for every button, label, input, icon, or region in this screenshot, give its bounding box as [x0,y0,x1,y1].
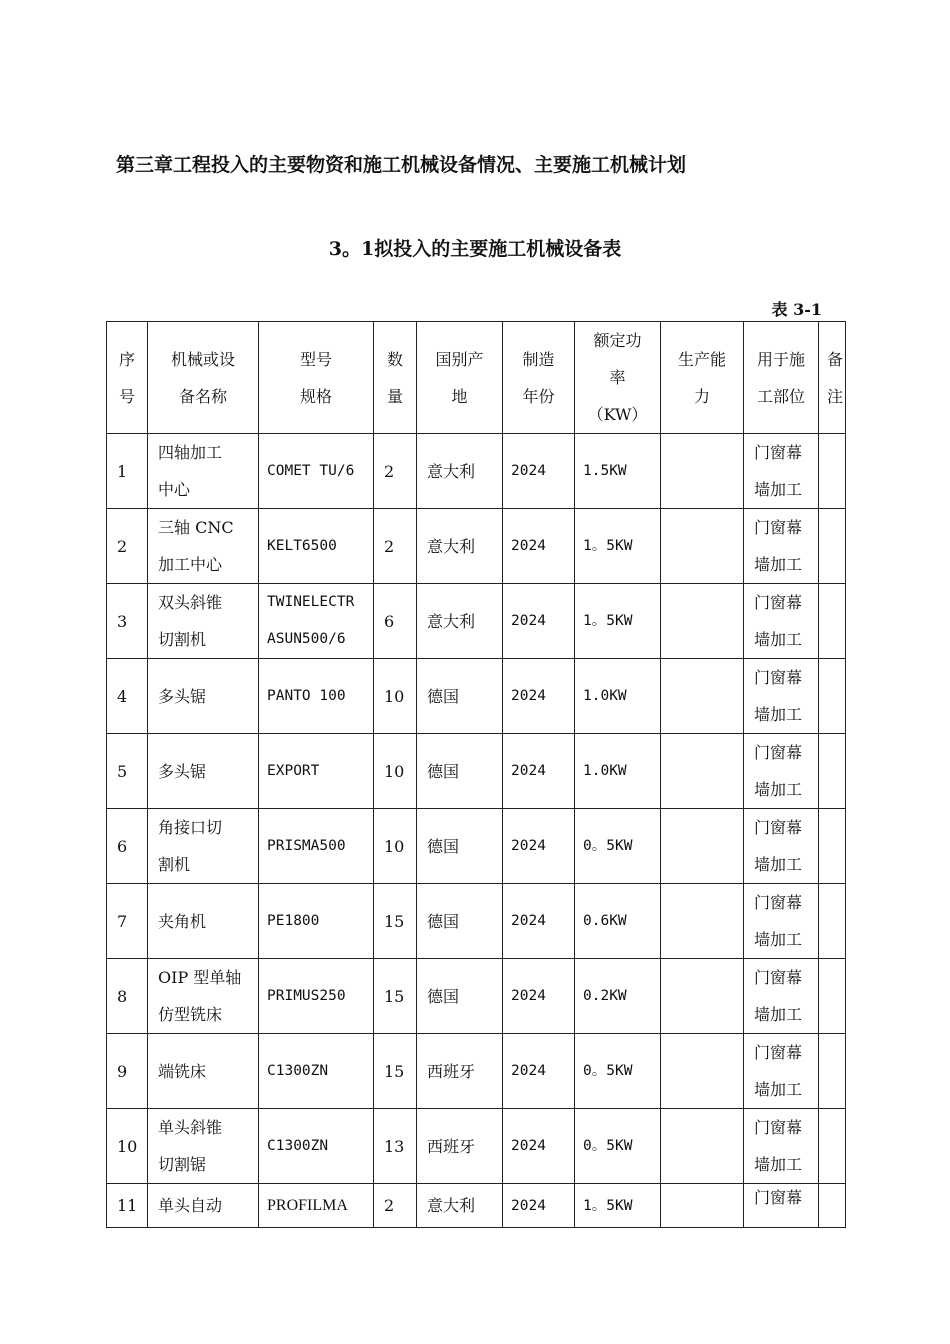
chapter-title: 第三章工程投入的主要物资和施工机械设备情况、主要施工机械计划 [116,154,687,176]
cell-no: 9 [107,1034,148,1109]
cell-use: 门窗幕 墙加工 [744,1109,819,1184]
cell-note [819,1034,846,1109]
cell-year: 2024 [503,1034,575,1109]
cell-use: 门窗幕 墙加工 [744,734,819,809]
cell-capacity [661,659,744,734]
cell-origin: 德国 [417,809,503,884]
cell-model: PRIMUS250 [259,959,374,1034]
cell-model: COMET TU/6 [259,434,374,509]
cell-use: 门窗幕 墙加工 [744,434,819,509]
cell-power: 0。5KW [575,1109,661,1184]
header-text: 备 [827,349,844,369]
cell-name: 多头锯 [148,734,259,809]
header-text: 规格 [299,386,332,406]
cell-name: 单头自动 [148,1184,259,1228]
cell-capacity [661,1184,744,1228]
cell-power: 0.6KW [575,884,661,959]
cell-origin: 意大利 [417,434,503,509]
cell-capacity [661,1034,744,1109]
cell-qty: 15 [374,884,417,959]
header-text: 用于施 [756,349,805,369]
cell-use: 门窗幕 墙加工 [744,959,819,1034]
cell-use: 门窗幕 [744,1184,819,1228]
header-text: （KW） [587,405,648,424]
cell-name: 四轴加工 中心 [148,434,259,509]
header-text: 数 [386,349,403,369]
cell-power: 0.2KW [575,959,661,1034]
cell-use: 门窗幕 墙加工 [744,1034,819,1109]
cell-origin: 德国 [417,884,503,959]
cell-model: C1300ZN [259,1034,374,1109]
cell-capacity [661,734,744,809]
cell-no: 4 [107,659,148,734]
header-text: 工部位 [756,386,805,406]
section-title: 3。1拟投入的主要施工机械设备表 [328,238,622,260]
header-text: 率 [609,368,626,387]
table-body [107,434,846,1228]
header-text: 力 [693,386,710,406]
header-text: 额定功 [593,331,642,350]
cell-year: 2024 [503,734,575,809]
cell-qty: 6 [374,584,417,659]
cell-name: OIP 型单轴 仿型铣床 [148,959,259,1034]
cell-power: 0。5KW [575,1034,661,1109]
cell-year: 2024 [503,509,575,584]
cell-year: 2024 [503,1184,575,1228]
table-row [107,1184,846,1228]
cell-model: KELT6500 [259,509,374,584]
cell-capacity [661,434,744,509]
cell-origin: 意大利 [417,509,503,584]
header-text: 国别产 [435,349,484,369]
cell-power: 0。5KW [575,809,661,884]
table-row [107,1109,846,1184]
cell-name: 单头斜锥 切割锯 [148,1109,259,1184]
cell-name: 三轴 CNC 加工中心 [148,509,259,584]
cell-year: 2024 [503,1109,575,1184]
cell-year: 2024 [503,434,575,509]
cell-year: 2024 [503,659,575,734]
cell-model: PROFILMA [259,1184,374,1228]
cell-no: 11 [107,1184,148,1228]
cell-qty: 10 [374,809,417,884]
table-row [107,959,846,1034]
cell-name: 双头斜锥 切割机 [148,584,259,659]
table-row [107,659,846,734]
cell-qty: 2 [374,509,417,584]
header-qty [374,322,417,434]
cell-power: 1。5KW [575,584,661,659]
header-capacity [661,322,744,434]
cell-model: PE1800 [259,884,374,959]
cell-note [819,434,846,509]
cell-capacity [661,584,744,659]
cell-use: 门窗幕 墙加工 [744,809,819,884]
cell-year: 2024 [503,884,575,959]
cell-note [819,809,846,884]
cell-year: 2024 [503,809,575,884]
table-header-row [107,322,846,434]
header-text: 号 [118,386,135,406]
table-number: 表 3-1 [771,300,822,319]
header-text: 注 [827,386,844,406]
cell-origin: 德国 [417,659,503,734]
cell-qty: 2 [374,434,417,509]
cell-year: 2024 [503,584,575,659]
header-power [575,322,661,434]
cell-origin: 西班牙 [417,1109,503,1184]
cell-qty: 15 [374,1034,417,1109]
cell-no: 5 [107,734,148,809]
cell-use: 门窗幕 墙加工 [744,884,819,959]
cell-no: 2 [107,509,148,584]
table-row [107,584,846,659]
header-origin [417,322,503,434]
cell-note [819,1109,846,1184]
table-row [107,809,846,884]
cell-power: 1。5KW [575,509,661,584]
cell-capacity [661,509,744,584]
header-text: 型号 [299,349,332,369]
cell-model: EXPORT [259,734,374,809]
cell-power: 1.0KW [575,734,661,809]
cell-capacity [661,884,744,959]
cell-origin: 意大利 [417,584,503,659]
cell-power: 1。5KW [575,1184,661,1228]
header-model [259,322,374,434]
cell-model: C1300ZN [259,1109,374,1184]
header-year [503,322,575,434]
table-row [107,434,846,509]
header-text: 备名称 [178,386,227,406]
cell-qty: 10 [374,734,417,809]
cell-power: 1.5KW [575,434,661,509]
cell-note [819,1184,846,1228]
header-note [819,322,846,434]
cell-no: 6 [107,809,148,884]
table-row [107,734,846,809]
cell-origin: 德国 [417,734,503,809]
cell-no: 8 [107,959,148,1034]
cell-note [819,659,846,734]
header-text: 机械或设 [170,349,235,369]
cell-origin: 德国 [417,959,503,1034]
cell-qty: 2 [374,1184,417,1228]
header-text: 量 [386,386,403,406]
cell-note [819,734,846,809]
table-row [107,509,846,584]
cell-origin: 西班牙 [417,1034,503,1109]
cell-name: 夹角机 [148,884,259,959]
cell-name: 多头锯 [148,659,259,734]
header-text: 地 [451,386,468,406]
header-text: 生产能 [677,349,726,369]
header-text: 年份 [522,386,555,406]
header-no [107,322,148,434]
cell-use: 门窗幕 墙加工 [744,659,819,734]
cell-name: 端铣床 [148,1034,259,1109]
cell-note [819,884,846,959]
cell-model: PRISMA500 [259,809,374,884]
cell-name: 角接口切 割机 [148,809,259,884]
cell-capacity [661,959,744,1034]
cell-note [819,509,846,584]
cell-qty: 15 [374,959,417,1034]
table-row [107,884,846,959]
cell-origin: 意大利 [417,1184,503,1228]
cell-no: 10 [107,1109,148,1184]
cell-qty: 13 [374,1109,417,1184]
cell-model: PANTO 100 [259,659,374,734]
cell-use: 门窗幕 墙加工 [744,584,819,659]
cell-no: 3 [107,584,148,659]
header-text: 制造 [522,349,555,369]
table-row [107,1034,846,1109]
cell-note [819,959,846,1034]
cell-year: 2024 [503,959,575,1034]
cell-qty: 10 [374,659,417,734]
header-use [744,322,819,434]
cell-capacity [661,809,744,884]
header-name [148,322,259,434]
cell-power: 1.0KW [575,659,661,734]
cell-no: 7 [107,884,148,959]
header-text: 序 [118,349,135,369]
equipment-table [106,321,846,1228]
cell-capacity [661,1109,744,1184]
cell-model: TWINELECTR ASUN500/6 [259,584,374,659]
cell-no: 1 [107,434,148,509]
cell-note [819,584,846,659]
cell-use: 门窗幕 墙加工 [744,509,819,584]
